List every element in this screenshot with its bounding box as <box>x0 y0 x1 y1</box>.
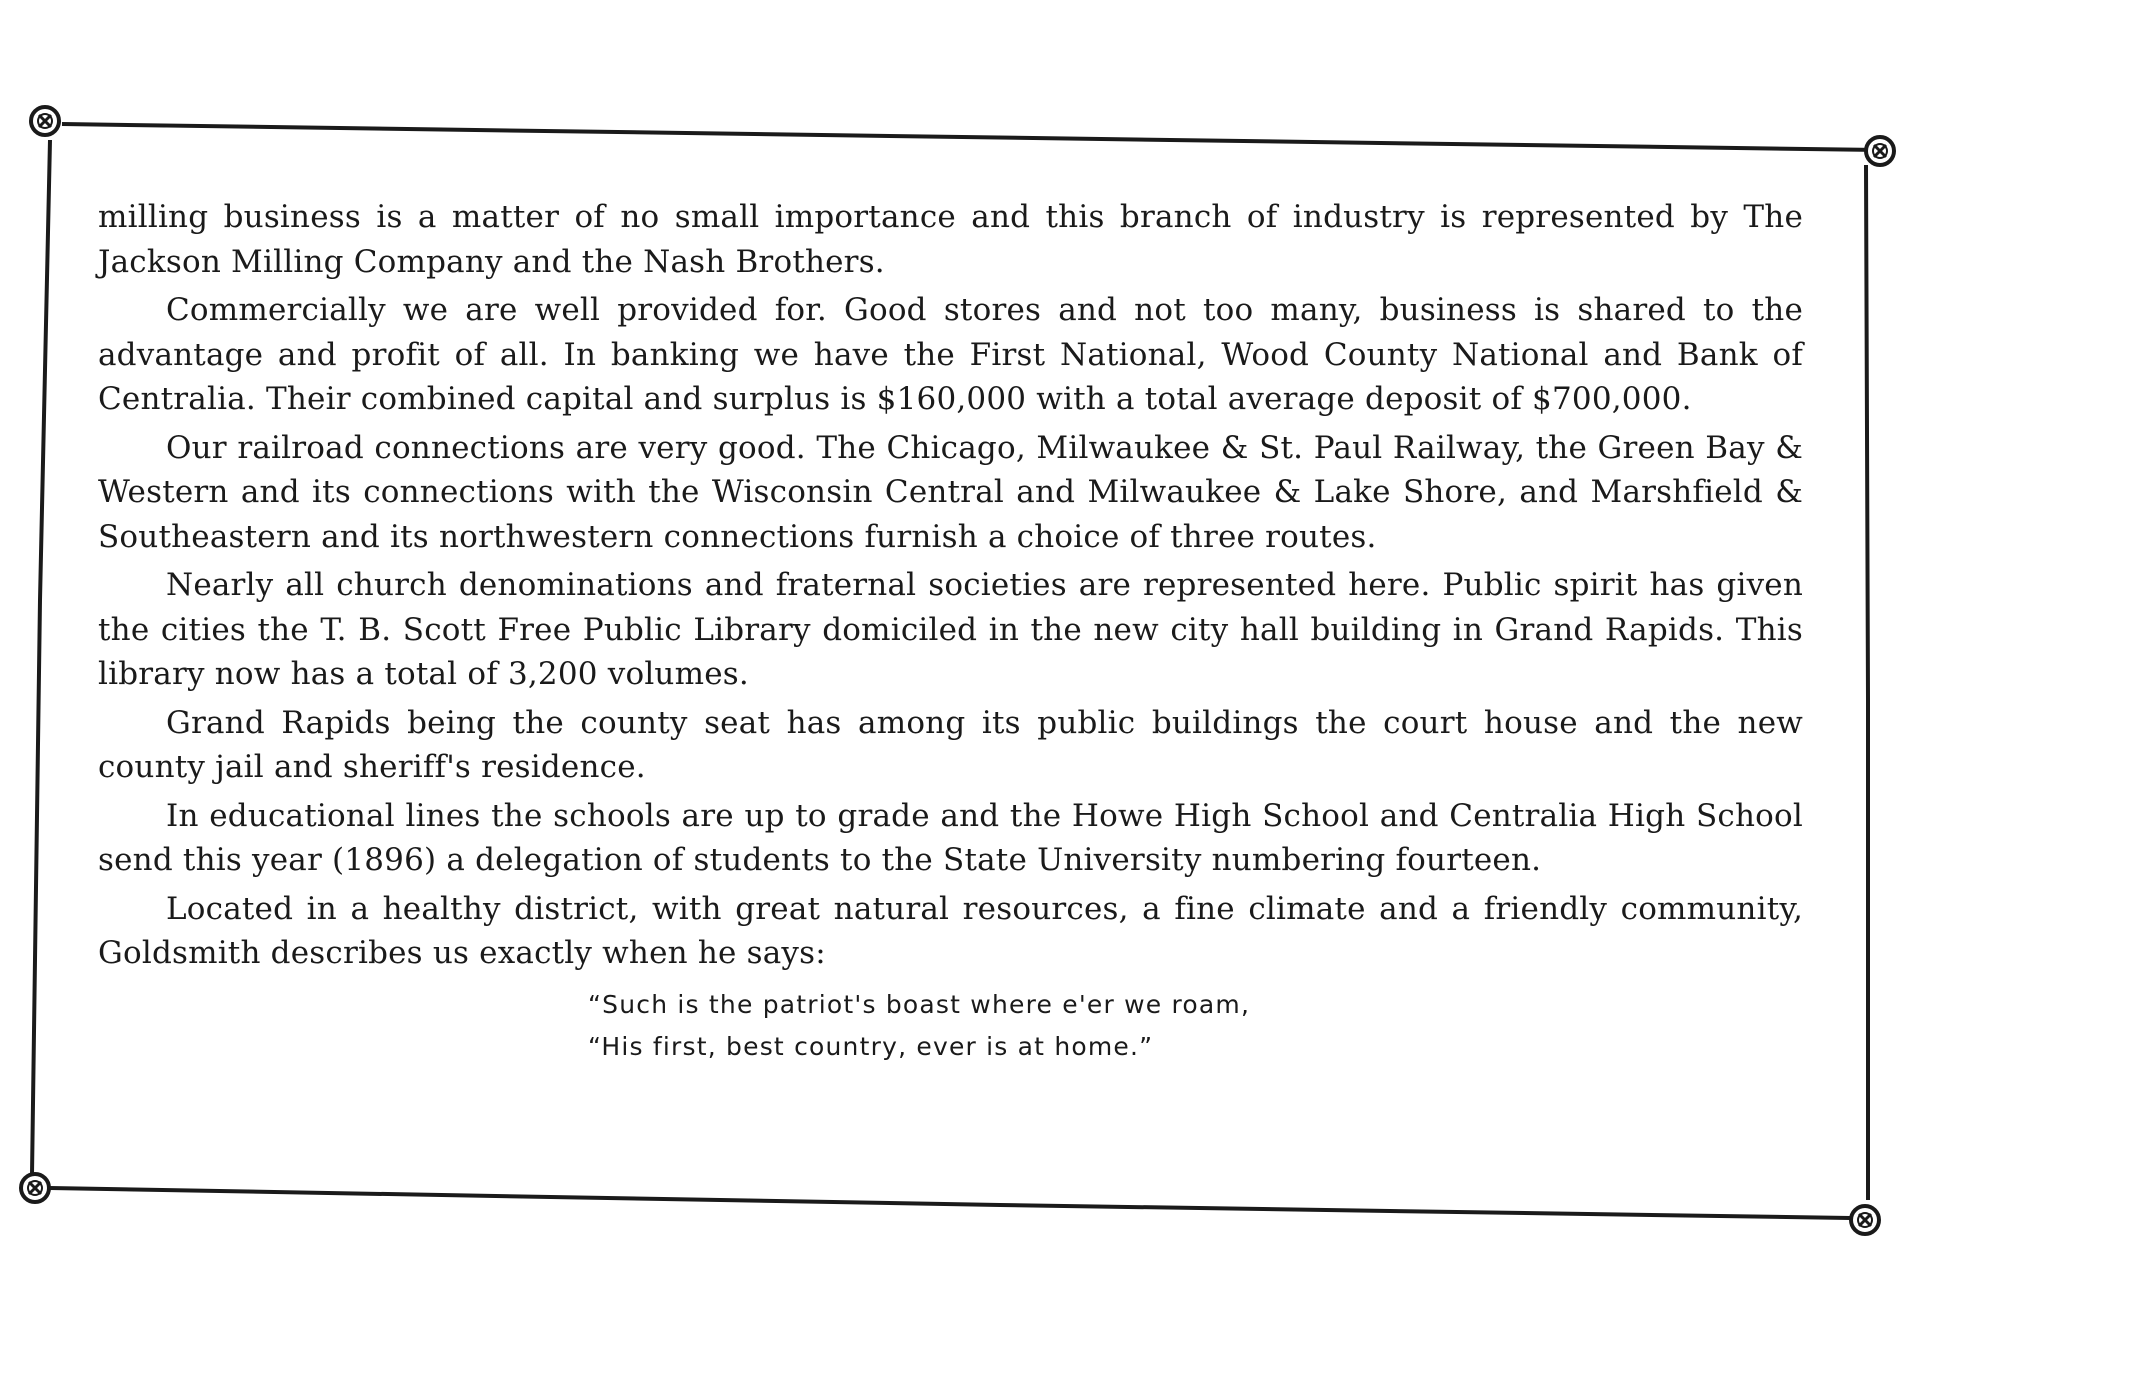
paragraph-education: In educational lines the schools are up to grade and the Howe High School and Centralia High School send this year (1896) a delegation of students to the State University numbering fourteen. <box>98 797 1803 878</box>
border-left-line <box>32 140 50 1175</box>
quote-line-1: “Such is the patriot's boast where e'er we roam, <box>588 989 1251 1019</box>
paragraph-railroads: Our railroad connections are very good. The Chicago, Milwaukee & St. Paul Railway, the Green Bay & Western and its connections with the Wisconsin Central and Milwaukee & Lake Shore, and Marshfield & Southeastern and its northwestern connections furnish a choice of three routes. <box>98 429 1803 555</box>
border-top-line <box>62 124 1880 150</box>
paragraph-goldsmith: Located in a healthy district, with great natural resources, a fine climate and a friendly community, Goldsmith describes us exactly when he says: <box>98 890 1803 971</box>
border-bottom-line <box>50 1188 1850 1218</box>
paragraph-milling: milling business is a matter of no small importance and this branch of industry is represented by The Jackson Milling Company and the Nash Brothers. <box>98 199 1803 280</box>
rosette-ornament-icon <box>21 1174 49 1202</box>
border-right-line <box>1866 165 1868 1200</box>
paragraph-commerce: Commercially we are well provided for. Good stores and not too many, business is shared to the advantage and profit of all. In banking we have the First National, Wood County National and Bank of Centralia. Their combined capital and surplus is $160,000 with a total average deposit of $700,000. <box>98 292 1803 417</box>
paragraph-churches-library: Nearly all church denominations and fraternal societies are represented here. Public spirit has given the cities the T. B. Scott Free Public Library domiciled in the new city hall building in Grand Rapids. This library now has a total of 3,200 volumes. <box>98 567 1803 692</box>
rosette-ornament-icon <box>1866 137 1894 165</box>
rosette-ornament-icon <box>1851 1206 1879 1234</box>
rosette-ornament-icon <box>31 107 59 135</box>
paragraph-county-seat: Grand Rapids being the county seat has among its public buildings the court house and the new county jail and sheriff's residence. <box>98 704 1803 785</box>
goldsmith-quote <box>588 984 1803 1068</box>
page-body-text <box>98 195 1803 1125</box>
quote-line-2: “His first, best country, ever is at home.” <box>588 1031 1154 1061</box>
